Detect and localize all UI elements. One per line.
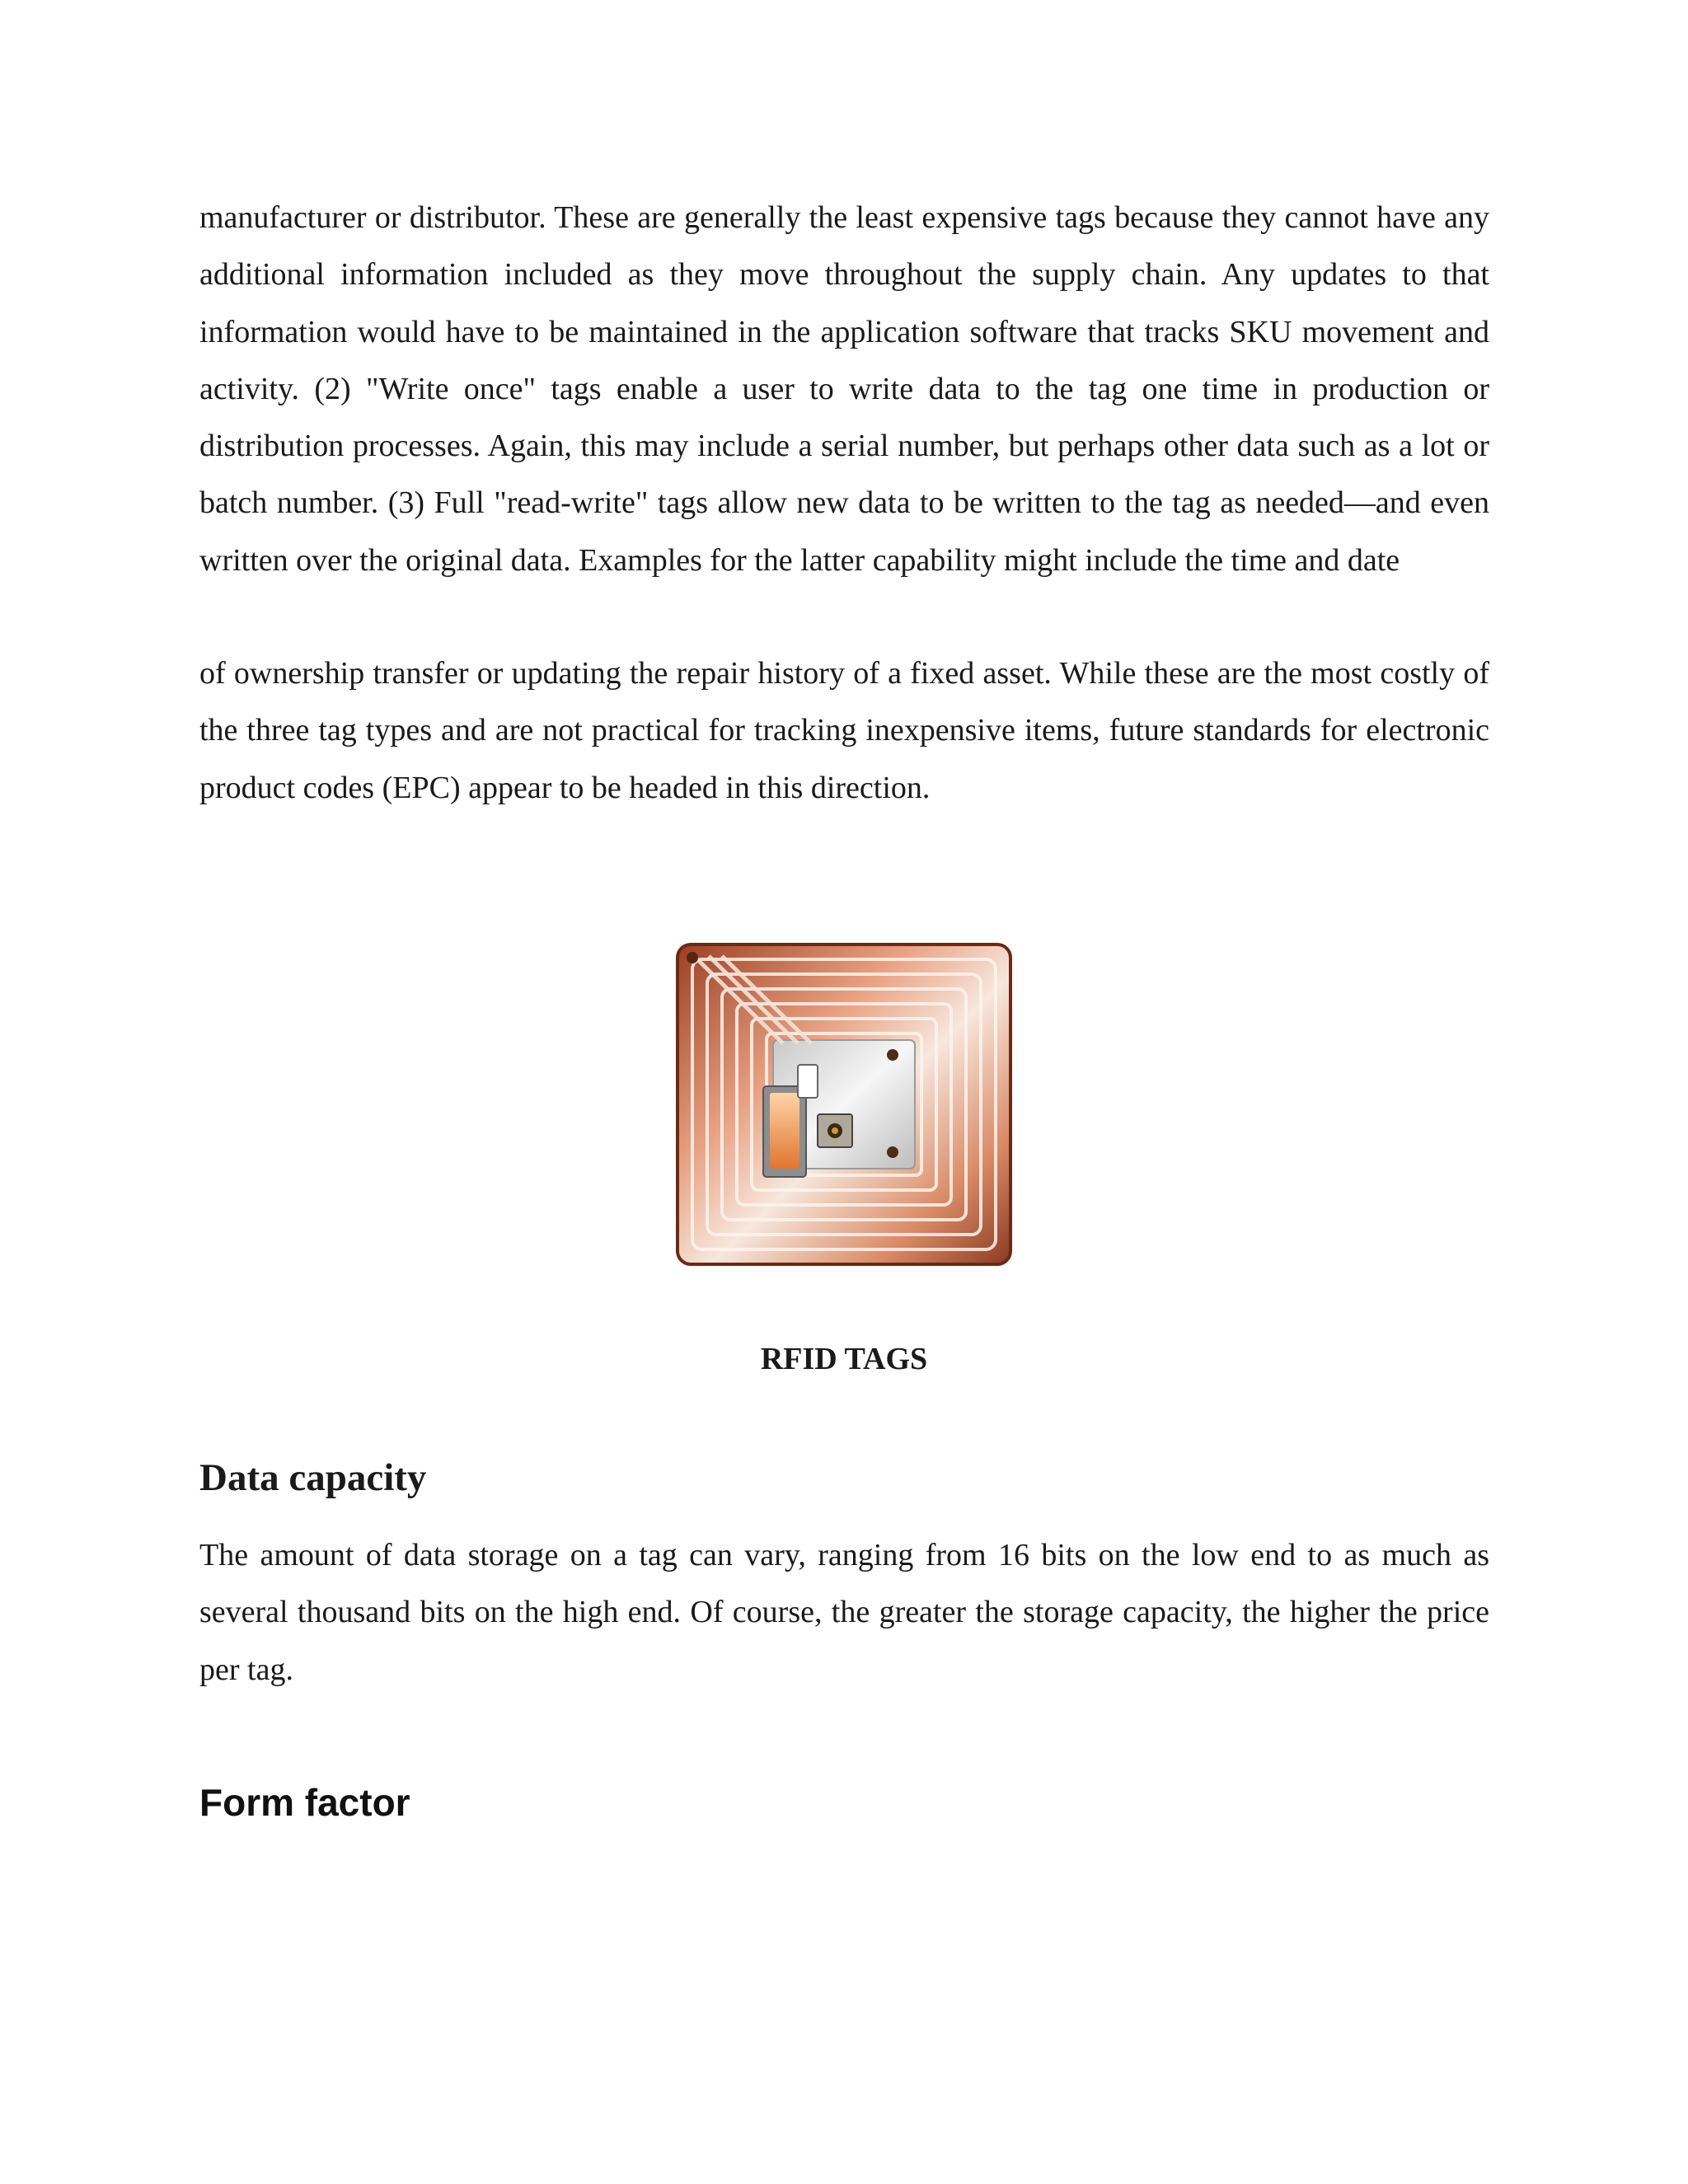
figure-caption: RFID TAGS bbox=[760, 1342, 928, 1376]
section-heading: Form factor bbox=[199, 1781, 410, 1824]
body-paragraph: manufacturer or distributor. These are generally the least expensive tags because they cannot have any additional information included as they move throughout the supply chain. Any updates to that information would have to be maintained in the application software that tracks SKU movement and activity. (2) "Write once" tags enable a user to write data to the tag one time in production or distribution processes. Again, this may include a serial number, but perhaps other data such as a lot or batch number. (3) Full "read-write" tags allow new data to be written to the tag as needed—and even written over the original data. Examples for the latter capability might include the time and date bbox=[199, 200, 1489, 578]
body-paragraph: of ownership transfer or updating the repair history of a fixed asset. While these are the most costly of the three tag types and are not practical for tracking inexpensive items, future standards for electronic product codes (EPC) appear to be headed in this direction. bbox=[199, 656, 1489, 805]
body-paragraph: The amount of data storage on a tag can vary, ranging from 16 bits on the low end to as much as several thousand bits on the high end. Of course, the greater the storage capacity, the higher the price per tag. bbox=[199, 1538, 1489, 1687]
section-heading: Data capacity bbox=[199, 1456, 427, 1499]
rfid-tag-image bbox=[674, 941, 1014, 1268]
